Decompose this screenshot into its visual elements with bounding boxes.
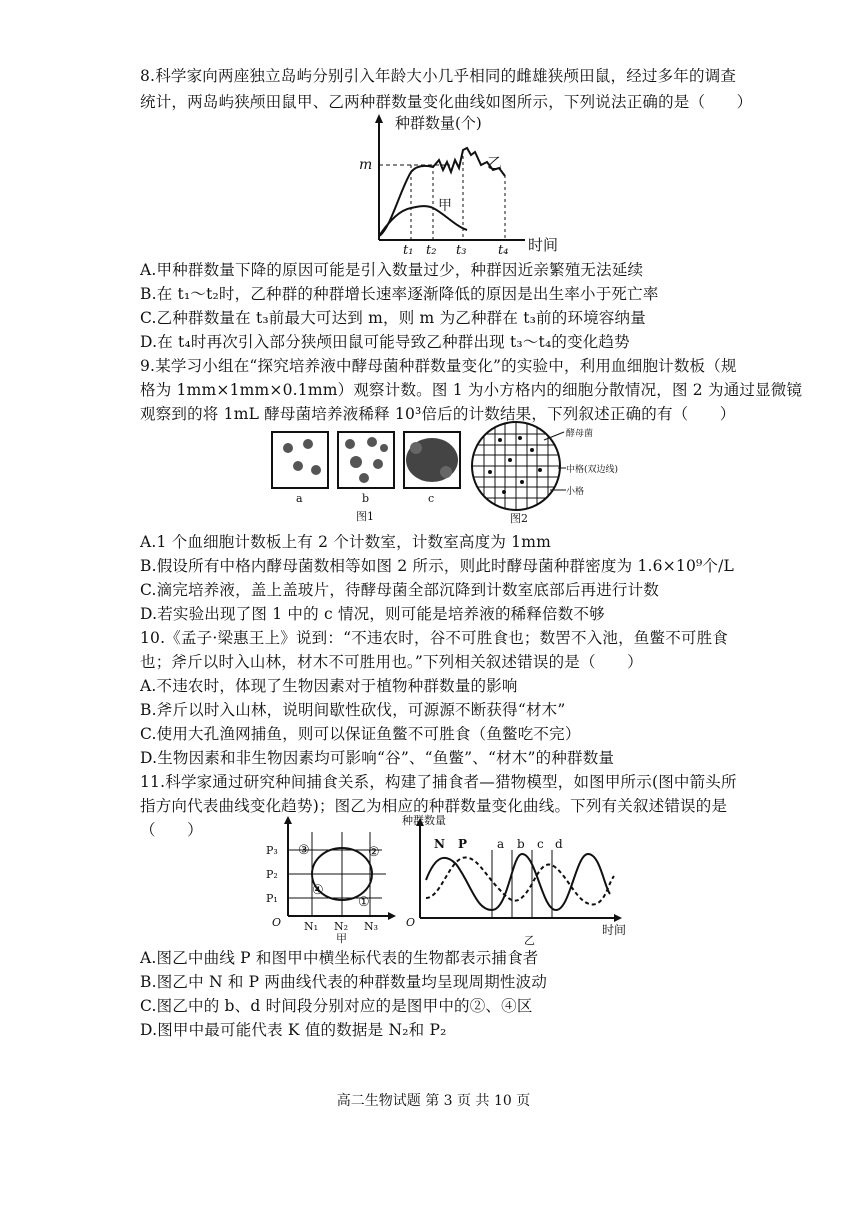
q11-caption-jia: 甲 (336, 932, 347, 945)
q9-option-c: C.滴完培养液，盖上盖玻片，待酵母菌全部沉降到计数室底部后再进行计数 (140, 581, 660, 599)
q11-yi-ylabel-text: 种群数量 (402, 814, 446, 827)
q9-option-a: A.1 个血细胞计数板上有 2 个计数室，计数室高度为 1mm (140, 533, 552, 551)
q11-region-2: ② (368, 845, 380, 860)
q10-option-b: B.斧斤以时入山林，说明间歇性砍伐，可源源不断获得“材木” (140, 701, 566, 719)
q10-option-c: C.使用大孔渔网捕鱼，则可以保证鱼鳖不可胜食（鱼鳖吃不完） (140, 725, 581, 743)
q11-yi-xlabel: 时间 (602, 923, 627, 937)
q10-stem-line1: 10.《孟子·梁惠王上》说到：“不违农时，谷不可胜食也；数罟不入池，鱼鳖不可胜食 (140, 629, 729, 647)
q8-xlabel: 时间 (528, 236, 559, 254)
q10-option-a: A.不违农时，体现了生物因素对于植物种群数量的影响 (140, 677, 518, 695)
q9-label-a: a (296, 492, 303, 505)
q11-p3: P₃ (266, 844, 278, 857)
q11-caption-yi: 乙 (524, 934, 535, 947)
q11-curve-p: P (458, 837, 468, 851)
q11-stem-line2: 指方向代表曲线变化趋势)；图乙为相应的种群数量变化曲线。下列有关叙述错误的是 (140, 797, 728, 815)
q11-n1: N₁ (304, 920, 319, 933)
q9-label-b: b (362, 492, 370, 505)
q8-option-c: C.乙种群数量在 t₃前最大可达到 m，则 m 为乙种群在 t₃前的环境容纳量 (140, 309, 646, 327)
q11-origin-yi: O (406, 916, 416, 929)
q11-option-b: B.图乙中 N 和 P 两曲线代表的种群数量均呈现周期性波动 (140, 973, 548, 991)
q11-p1: P₁ (266, 892, 278, 905)
page-footer: 高二生物试题 第 3 页 共 10 页 (336, 1093, 531, 1109)
q9-stem-line2: 格为 1mm×1mm×0.1mm）观察计数。图 1 为小方格内的细胞分散情况，图 2 为通过显微镜 (140, 381, 803, 399)
q11-p2: P₂ (266, 868, 278, 881)
q11-region-3: ③ (298, 843, 310, 858)
q11-stem-line1: 11.科学家通过研究种间捕食关系，构建了捕食者—猎物模型，如图甲所示(图中箭头所 (140, 773, 737, 791)
q11-option-d: D.图甲中最可能代表 K 值的数据是 N₂和 P₂ (140, 1021, 447, 1039)
q8-option-d: D.在 t₄时再次引入部分狭颅田鼠可能导致乙种群出现 t₃～t₄的变化趋势 (140, 333, 630, 351)
q11-seg-b: b (517, 837, 525, 851)
q11-curve-n: N (434, 837, 445, 851)
q9-stem-line1: 9.某学习小组在“探究培养液中酵母菌种群数量变化”的实验中，利用血细胞计数板（规 (140, 357, 737, 375)
q11-fig-yi-population-curves (396, 814, 646, 948)
q9-label-middle-grid: 中格(双边线) (566, 465, 619, 475)
q8-stem-line1: 8.科学家向两座独立岛屿分别引入年龄大小几乎相同的雌雄狭颅田鼠，经过多年的调查 (140, 67, 737, 85)
q8-stem-line2: 统计，两岛屿狭颅田鼠甲、乙两种群数量变化曲线如图所示，下列说法正确的是（ ） (140, 93, 753, 111)
q9-label-c: c (428, 492, 435, 505)
q9-fig2-caption: 图2 (510, 512, 528, 525)
q8-series-jia: 甲 (438, 198, 452, 214)
q11-option-a: A.图乙中曲线 P 和图甲中横坐标代表的生物都表示捕食者 (140, 949, 539, 967)
q9-counting-chamber-figure (268, 418, 619, 526)
q8-series-yi: 乙 (487, 154, 503, 172)
q11-region-4: ④ (312, 883, 324, 898)
q8-tick-t1: t₁ (403, 243, 414, 258)
q9-label-yeast: 酵母菌 (566, 429, 594, 439)
q9-label-small-grid: 小格 (566, 487, 585, 497)
q11-origin-jia: O (272, 916, 282, 929)
q8-m-label: m (359, 157, 373, 173)
q9-stem-line3: 观察到的将 1mL 酵母菌培养液稀释 10³倍后的计数结果，下列叙述正确的有（ ） (140, 405, 736, 423)
q11-seg-c: c (537, 837, 544, 851)
q8-option-a: A.甲种群数量下降的原因可能是引入数量过少，种群因近亲繁殖无法延续 (140, 261, 644, 279)
q8-tick-t3: t₃ (456, 243, 467, 258)
q8-option-b: B.在 t₁～t₂时，乙种群的种群增长速率逐渐降低的原因是出生率小于死亡率 (140, 285, 659, 303)
q11-yi-ylabel (402, 813, 446, 827)
q11-option-c: C.图乙中的 b、d 时间段分别对应的是图甲中的②、④区 (140, 997, 533, 1015)
q8-population-graph (355, 110, 570, 258)
q11-fig-jia-phase-plot (262, 812, 412, 944)
q11-n3: N₃ (364, 920, 379, 933)
q10-stem-line2: 也；斧斤以时入山林，材木不可胜用也。”下列相关叙述错误的是（ ） (140, 653, 643, 671)
q8-tick-t2: t₂ (426, 243, 437, 258)
q11-stem-line3: （ ） (140, 821, 203, 839)
q11-seg-d: d (555, 837, 563, 851)
q11-n2: N₂ (334, 920, 349, 933)
q8-tick-t4: t₄ (498, 243, 509, 258)
q10-option-d: D.生物因素和非生物因素均可影响“谷”、“鱼鳖”、“材木”的种群数量 (140, 749, 615, 767)
q8-ylabel: 种群数量(个) (395, 114, 482, 132)
q11-region-1: ① (358, 895, 370, 910)
q9-option-b: B.假设所有中格内酵母菌数相等如图 2 所示，则此时酵母菌种群密度为 1.6×10⁹个/L (140, 557, 735, 575)
q11-seg-a: a (497, 837, 505, 851)
q9-option-d: D.若实验出现了图 1 中的 c 情况，则可能是培养液的稀释倍数不够 (140, 605, 605, 623)
q9-fig1-caption: 图1 (356, 510, 374, 523)
